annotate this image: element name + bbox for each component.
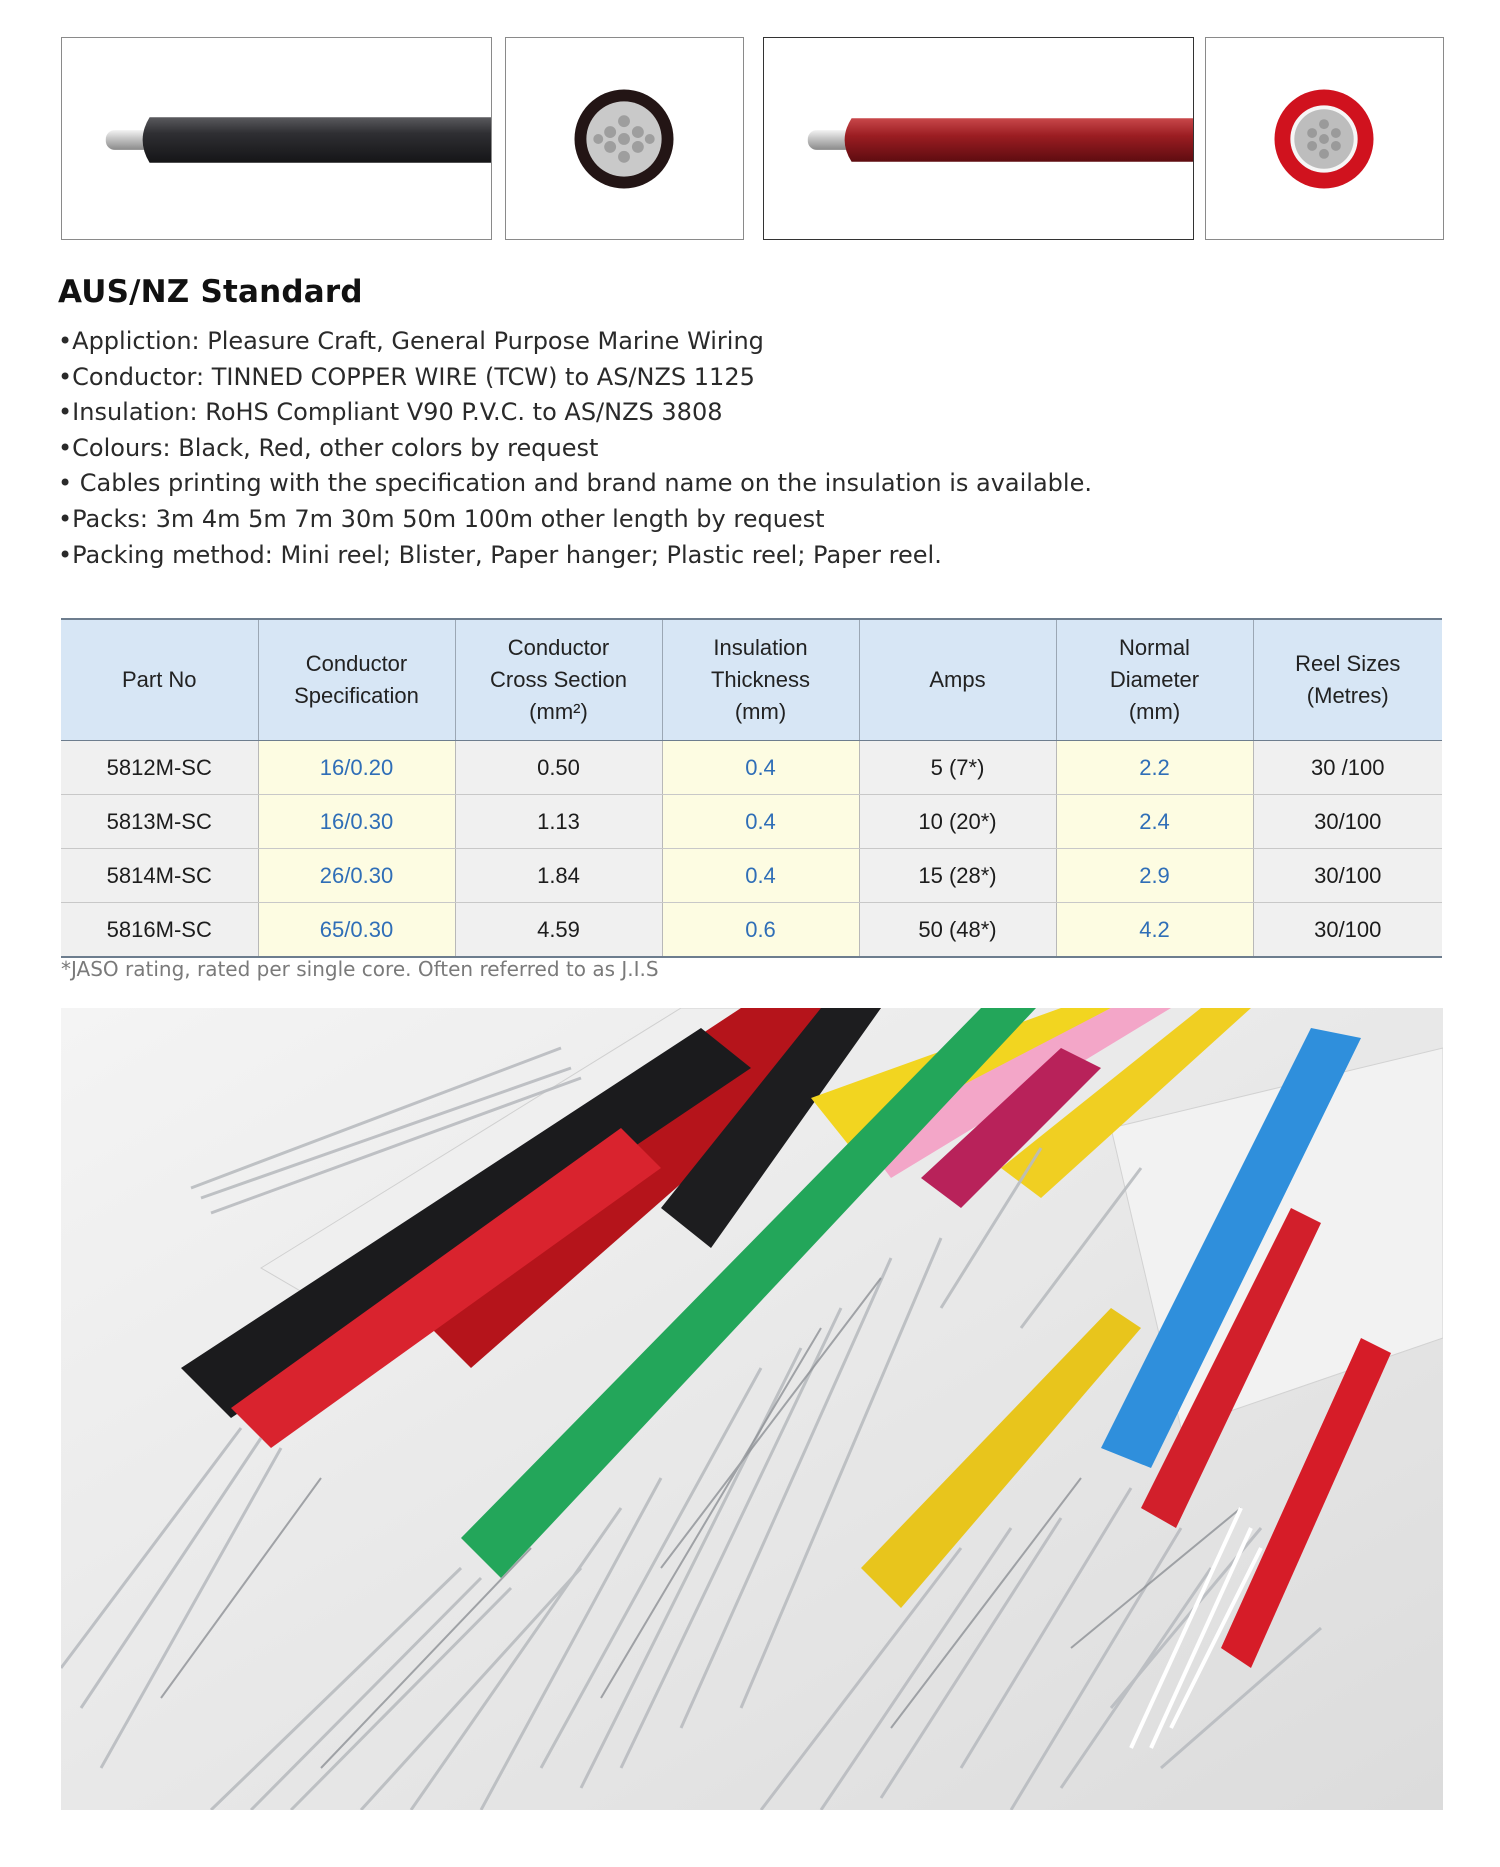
cell-reel-sizes: 30/100 bbox=[1253, 903, 1442, 958]
table-row bbox=[61, 795, 1442, 849]
header-insulation bbox=[662, 619, 859, 741]
cell-conductor-spec: 65/0.30 bbox=[258, 903, 455, 958]
header-line: Thickness bbox=[710, 667, 811, 692]
cell-part-no: 5816M-SC bbox=[61, 903, 258, 958]
cell-insulation: 0.4 bbox=[662, 795, 859, 849]
header-line: Reel Sizes bbox=[1295, 651, 1401, 676]
cell-amps: 5 (7*) bbox=[859, 741, 1056, 795]
cell-conductor-spec: 16/0.20 bbox=[258, 741, 455, 795]
cell-insulation: 0.4 bbox=[662, 849, 859, 903]
header-line: Conductor bbox=[507, 635, 610, 660]
footnote: *JASO rating, rated per single core. Often referred to as J.I.S bbox=[61, 957, 659, 981]
header-line: Part No bbox=[121, 667, 197, 692]
header-line: Normal bbox=[1119, 635, 1190, 660]
spec-item: •Colours: Black, Red, other colors by request bbox=[58, 433, 599, 462]
table-row bbox=[61, 849, 1442, 903]
cell-amps: 50 (48*) bbox=[859, 903, 1056, 958]
header-line: Cross Section bbox=[490, 667, 627, 692]
spec-item: • Cables printing with the specification and brand name on the insulation is available. bbox=[58, 469, 1092, 498]
cell-part-no: 5812M-SC bbox=[61, 741, 258, 795]
table-row bbox=[61, 903, 1442, 958]
header-line: Diameter bbox=[1109, 667, 1200, 692]
cell-reel-sizes: 30 /100 bbox=[1253, 741, 1442, 795]
cell-cross-section: 4.59 bbox=[455, 903, 662, 958]
header-conductor-spec bbox=[258, 619, 455, 741]
cell-diameter: 4.2 bbox=[1056, 903, 1253, 958]
header-line: Insulation bbox=[713, 635, 808, 660]
cell-amps: 15 (28*) bbox=[859, 849, 1056, 903]
cell-diameter: 2.9 bbox=[1056, 849, 1253, 903]
cell-conductor-spec: 26/0.30 bbox=[258, 849, 455, 903]
cell-cross-section: 1.84 bbox=[455, 849, 662, 903]
cell-part-no: 5814M-SC bbox=[61, 849, 258, 903]
header-line: Conductor bbox=[305, 651, 408, 676]
black-cable-section-image bbox=[505, 37, 744, 240]
spec-item: •Packs: 3m 4m 5m 7m 30m 50m 100m other length by request bbox=[58, 504, 825, 533]
header-line: (mm²) bbox=[529, 699, 588, 724]
cell-reel-sizes: 30/100 bbox=[1253, 849, 1442, 903]
header-line: (mm) bbox=[1128, 699, 1181, 724]
header-diameter bbox=[1056, 619, 1253, 741]
red-cable-section-image bbox=[1205, 37, 1444, 240]
header-amps bbox=[859, 619, 1056, 741]
cell-insulation: 0.4 bbox=[662, 741, 859, 795]
section-title: AUS/NZ Standard bbox=[58, 274, 363, 310]
table-row bbox=[61, 741, 1442, 795]
header-line: Specification bbox=[294, 683, 419, 708]
spec-item: •Appliction: Pleasure Craft, General Purpose Marine Wiring bbox=[58, 327, 764, 355]
cell-diameter: 2.2 bbox=[1056, 741, 1253, 795]
header-line: (mm) bbox=[734, 699, 787, 724]
cell-amps: 10 (20*) bbox=[859, 795, 1056, 849]
table-header-row bbox=[61, 619, 1442, 741]
red-cable-side-image bbox=[763, 37, 1194, 240]
header-cross-section bbox=[455, 619, 662, 741]
spec-item: •Conductor: TINNED COPPER WIRE (TCW) to AS/NZS 1125 bbox=[58, 362, 755, 391]
header-line: Amps bbox=[929, 667, 986, 692]
cell-cross-section: 1.13 bbox=[455, 795, 662, 849]
cell-part-no: 5813M-SC bbox=[61, 795, 258, 849]
cables-photo bbox=[61, 1008, 1443, 1810]
header-line: (Metres) bbox=[1306, 683, 1389, 708]
spec-item: •Packing method: Mini reel; Blister, Paper hanger; Plastic reel; Paper reel. bbox=[58, 540, 942, 569]
spec-item: •Insulation: RoHS Compliant V90 P.V.C. to AS/NZS 3808 bbox=[58, 398, 723, 427]
cell-insulation: 0.6 bbox=[662, 903, 859, 958]
cell-diameter: 2.4 bbox=[1056, 795, 1253, 849]
spec-list bbox=[58, 324, 1092, 573]
spec-table bbox=[61, 618, 1442, 958]
black-cable-side-image bbox=[61, 37, 492, 240]
header-reel-sizes bbox=[1253, 619, 1442, 741]
header-part-no bbox=[61, 619, 258, 741]
cell-conductor-spec: 16/0.30 bbox=[258, 795, 455, 849]
cell-cross-section: 0.50 bbox=[455, 741, 662, 795]
cell-reel-sizes: 30/100 bbox=[1253, 795, 1442, 849]
